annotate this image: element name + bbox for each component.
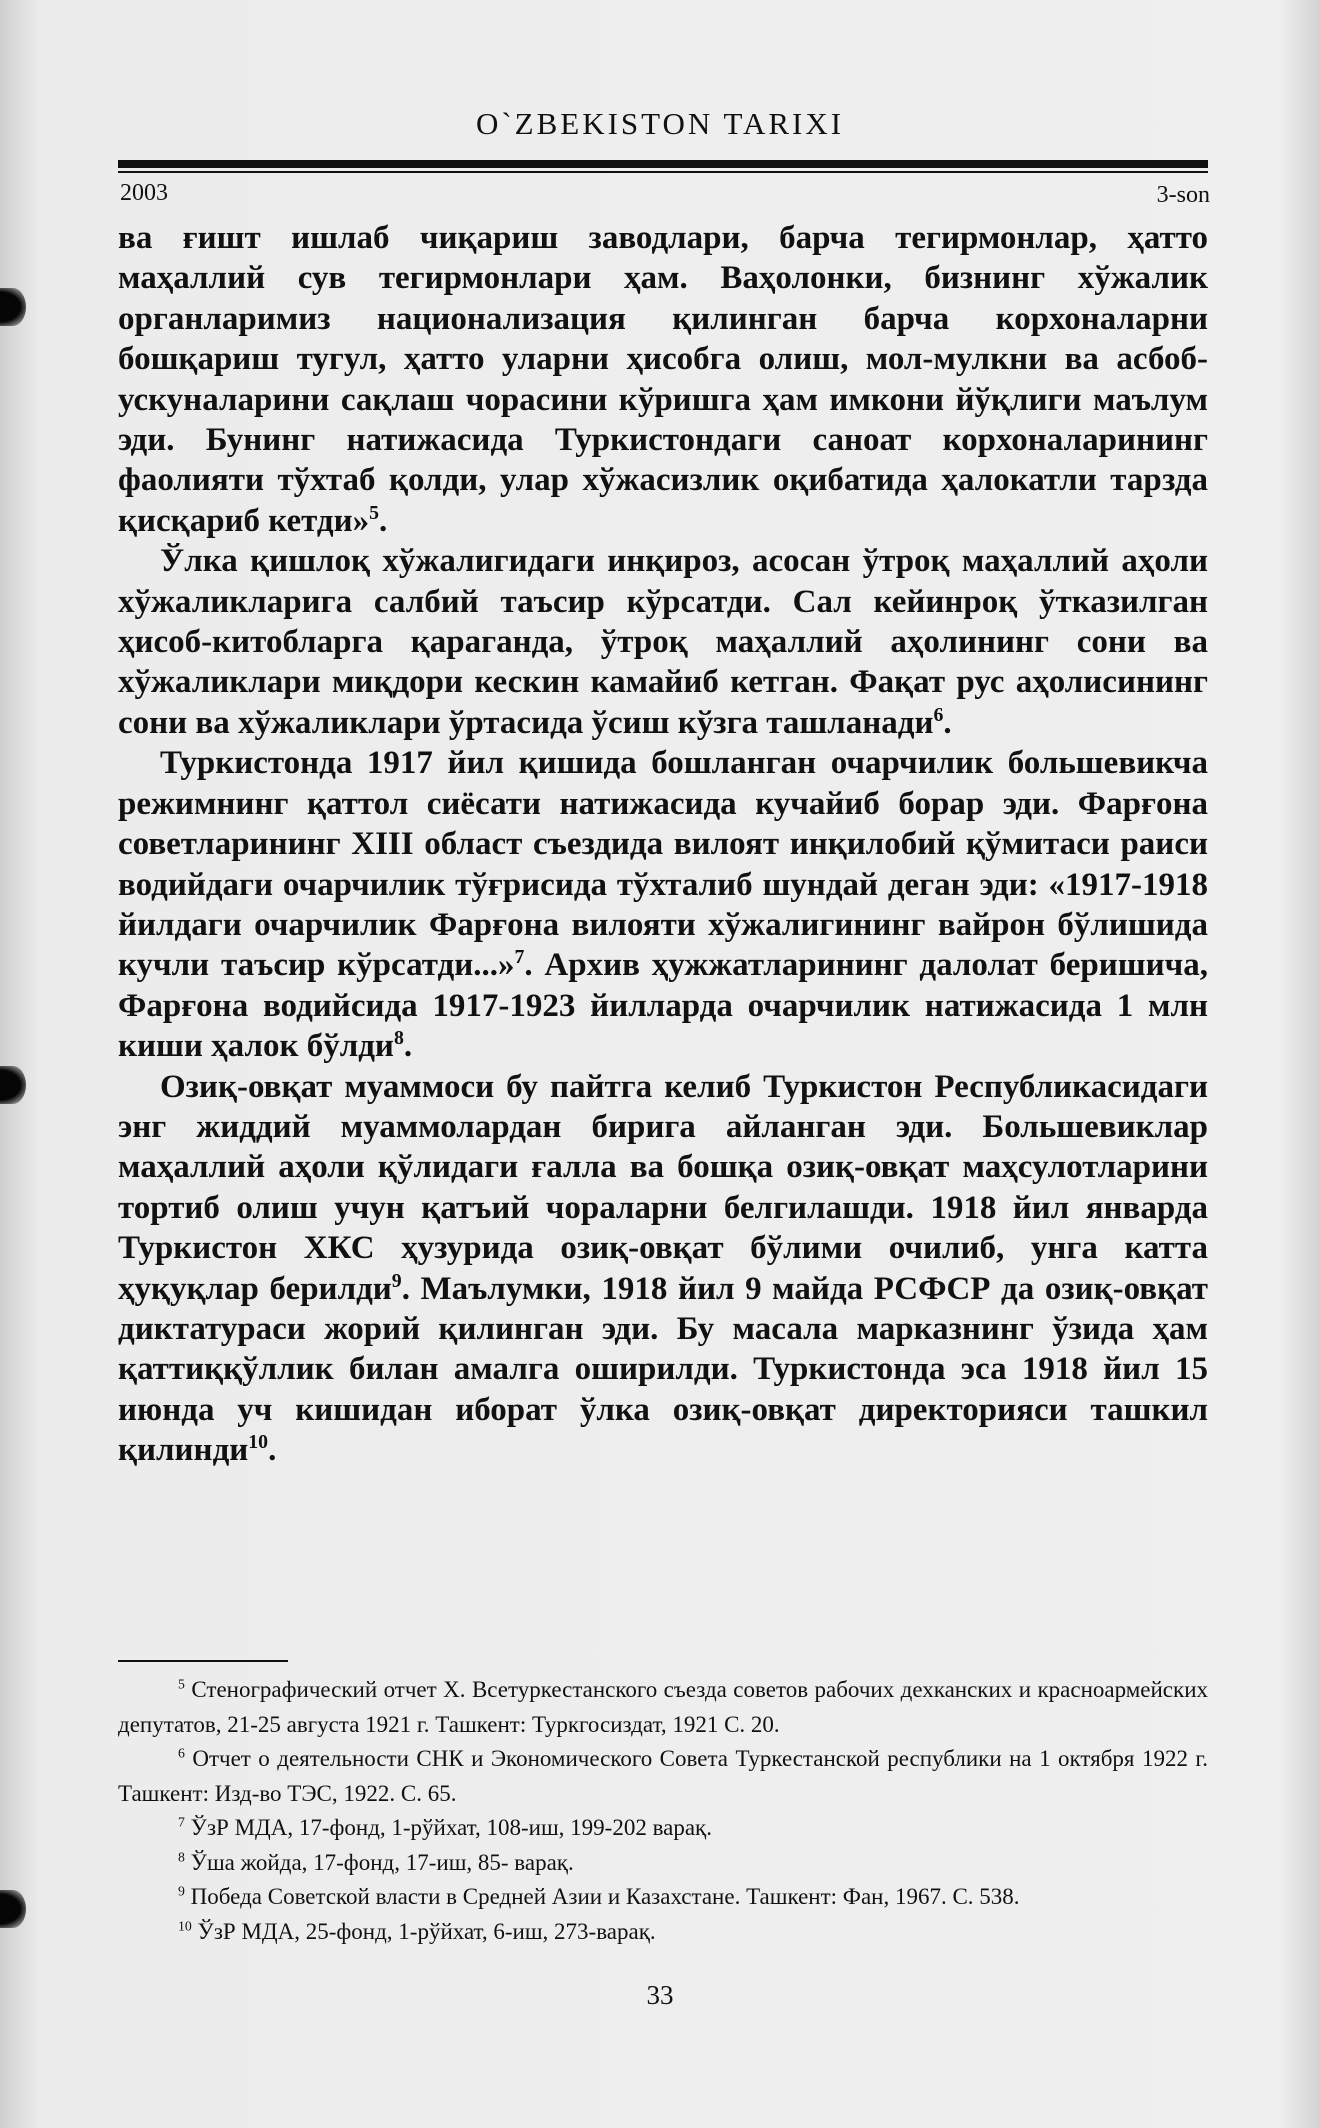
footnote-ref: 9 [391, 1269, 402, 1292]
binder-hole [0, 1890, 26, 1928]
footnote-ref: 6 [933, 703, 944, 726]
issue-year: 2003 [120, 180, 168, 206]
footnote: $^6$ Отчет о деятельности СНК и Экономического Совета Туркестанской республики на 1 октября 1922 г. Ташкент: Изд-во ТЭС, 1922. С. 65. [118, 1745, 1209, 1806]
footnote-ref: 8 [393, 1027, 404, 1050]
header-rule-thin [118, 171, 1208, 173]
footnote: $^9$ Победа Советской власти в Средней Азии и Казахстане. Ташкент: Фан, 1967. С. 538. [178, 1883, 1020, 1909]
footnote: $^7$ ЎзР МДА, 17-фонд, 1-рўйхат, 108-иш, 199-202 варақ. [178, 1814, 712, 1840]
issue-number: 3-son [1156, 182, 1210, 208]
paragraph: Озиқ-овқат муаммоси бу пайтга келиб Туркистон Республикасидаги энг жиддий муаммолардан бирига айланган эди. Большевиклар маҳаллий аҳоли қўлидаги ғалла ва бошқа озиқ-овқат маҳсулотларини тортиб олиш учун қатъий чораларни белгилашди. 1918 йил январда Туркистон ХКС ҳузурида озиқ-овқат бўлими очилиб, унга катта ҳуқуқлар берилди$^9$. Маълумки, 1918 йил 9 майда РСФСР да озиқ-овқат диктатураси жорий қилинган эди. Бу масала марказнинг ўзида ҳам қаттиққўллик билан амалга оширилди. Туркистонда эса 1918 йил 15 июнда уч кишидан иборат ўлка озиқ-овқат директорияси ташкил қилинди$^{10}$. [118, 1068, 1208, 1469]
paragraph: ва ғишт ишлаб чиқариш заводлари, барча тегирмонлар, ҳатто маҳаллий сув тегирмонлари ҳам. Ваҳолонки, бизнинг хўжалик органларимиз национализация қилинган барча корхоналарни бошқариш тугул, ҳатто уларни ҳисобга олиш, мол-мулкни ва асбоб-ускуналарини сақлаш чорасини кўришга ҳам имкони йўқлиги маълум эди. Бунинг натижасида Туркистондаги саноат корхоналарининг фаолияти тўхтаб қолди, улар хўжасизлик оқибатида ҳалокатли тарзда қисқариб кетди»$^5$. [118, 220, 1208, 539]
paragraph: Ўлка қишлоқ хўжалигидаги инқироз, асосан ўтроқ маҳаллий аҳоли хўжаликларига салбий таъсир кўрсатди. Сал кейинроқ ўтказилган ҳисоб-китобларга қараганда, ўтроқ маҳаллий аҳолининг сони ва хўжаликлари миқдори кескин камайиб кетган. Фақат рус аҳолисининг сони ва хўжаликлари ўртасида ўсиш кўзга ташланади$^6$. [118, 543, 1208, 741]
article-body [118, 218, 1208, 1471]
footnote-ref: 7 [514, 946, 525, 969]
binder-hole [0, 288, 26, 326]
page-number: 33 [646, 1980, 674, 2010]
footnote: $^8$ Ўша жойда, 17-фонд, 17-иш, 85- варақ. [178, 1848, 574, 1875]
footnotes [118, 1673, 1208, 1949]
footnote: $^{10}$ ЎзР МДА, 25-фонд, 1-рўйхат, 6-иш, 273-варақ. [178, 1917, 656, 1944]
header-rule [118, 160, 1208, 168]
footnote-ref: 5 [369, 501, 380, 524]
footnote-ref: 10 [248, 1431, 269, 1454]
footnote-separator [118, 1660, 288, 1662]
paragraph: Туркистонда 1917 йил қишида бошланган очарчилик большевикча режимнинг қаттол сиёсати натижасида кучайиб борар эди. Фарғона советларининг XIII област съездида вилоят инқилобий қўмитаси раиси водийдаги очарчилик тўғрисида тўхталиб шундай деган эди: «1917-1918 йилдаги очарчилик Фарғона вилояти хўжалигининг вайрон бўлишида кучли таъсир кўрсатди...»$^7$. Архив ҳужжатларининг далолат беришича, Фарғона водийсида 1917-1923 йилларда очарчилик натижасида 1 млн киши ҳалок бўлди$^8$. [118, 745, 1208, 1065]
journal-title: O`ZBEKISTON TARIXI [475, 106, 845, 141]
binder-hole [0, 1066, 26, 1104]
footnote: $^5$ Стенографический отчет Х. Всетуркестанского съезда советов рабочих дехканских и красноармейских депутатов, 21-25 августа 1921 г. Ташкент: Туркгосиздат, 1921 С. 20. [118, 1676, 1208, 1737]
